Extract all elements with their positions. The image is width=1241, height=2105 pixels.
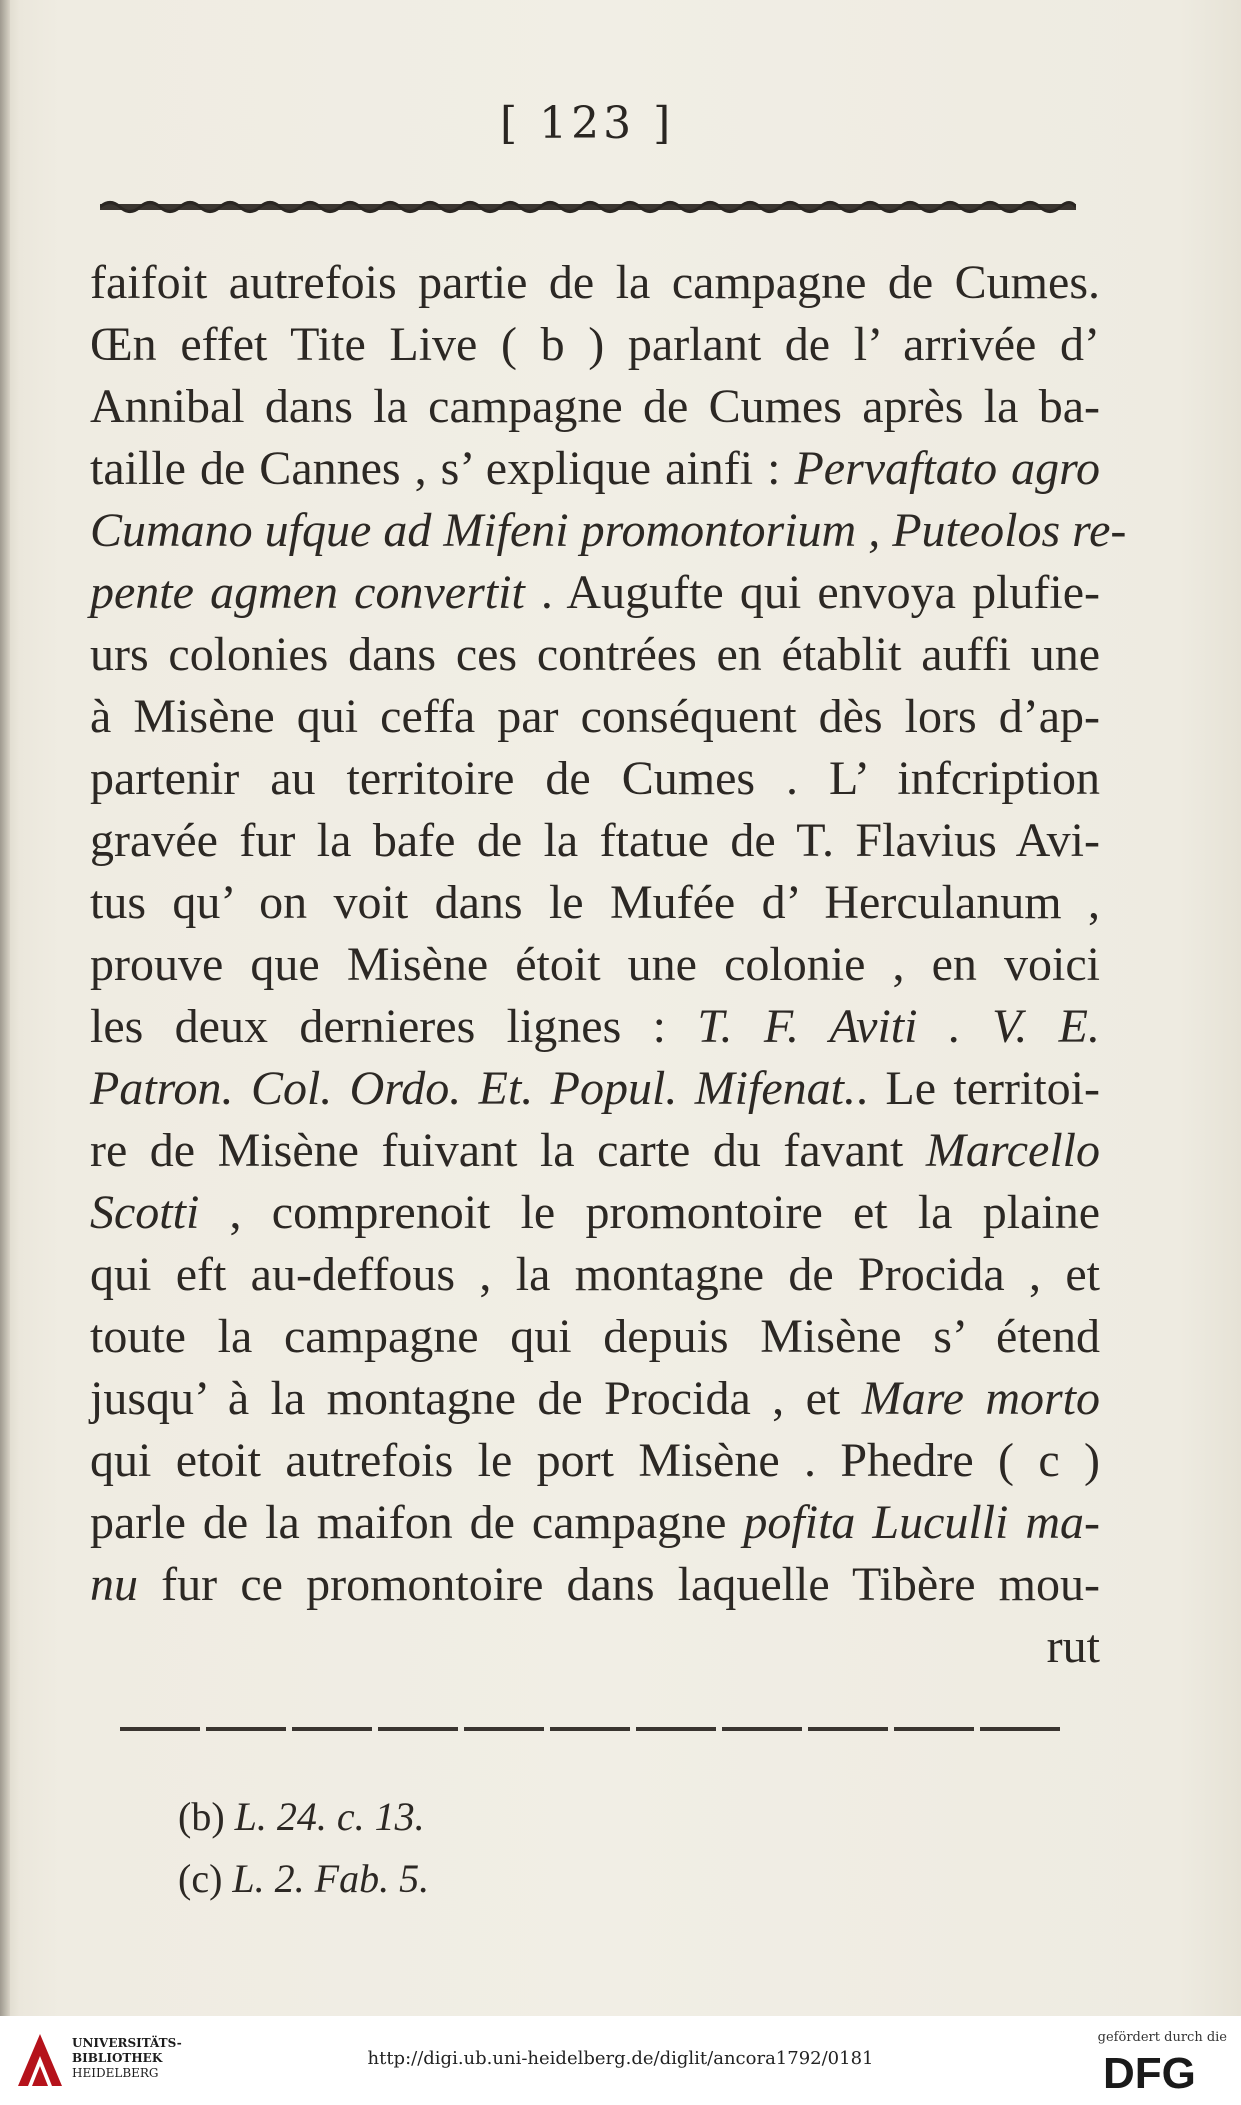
footnotes	[178, 1786, 429, 1910]
text-line	[90, 686, 1100, 748]
page-edge-shadow	[0, 0, 10, 2016]
text-segment: Pervaftato agro	[794, 442, 1100, 495]
text-segment: parle de la maifon de campagne	[90, 1496, 744, 1549]
text-segment: Marcello	[925, 1124, 1100, 1177]
text-segment: qui etoit autrefois le port Misène . Phedre ( c )	[90, 1434, 1100, 1487]
text-segment: nu	[90, 1558, 138, 1611]
footnote	[178, 1786, 429, 1848]
text-segment: , comprenoit le promontoire et la plaine	[199, 1186, 1100, 1239]
text-line	[90, 1492, 1100, 1554]
footnote	[178, 1848, 429, 1910]
text-line	[90, 1120, 1100, 1182]
text-segment: partenir au territoire de Cumes . L’ infcription	[90, 752, 1100, 805]
funded-by-label: gefördert durch die	[1097, 2030, 1227, 2045]
text-line	[90, 934, 1100, 996]
footnote-label: (b)	[178, 1794, 225, 1839]
text-line	[90, 1182, 1100, 1244]
dfg-logo-text: DFG	[1103, 2050, 1196, 2092]
text-segment: Annibal dans la campagne de Cumes après la ba-	[90, 380, 1100, 433]
footnote-label: (c)	[178, 1856, 223, 1901]
text-line	[90, 748, 1100, 810]
text-line	[90, 996, 1100, 1058]
text-segment: prouve que Misène étoit une colonie , en voici	[90, 938, 1100, 991]
text-line	[90, 1430, 1100, 1492]
text-segment: gravée fur la bafe de la ftatue de T. Flavius Avi-	[90, 814, 1100, 867]
text-segment: Patron. Col. Ordo. Et. Popul. Mifenat.	[90, 1062, 856, 1115]
dfg-logo-icon	[1103, 2050, 1225, 2092]
library-name-line3: HEIDELBERG	[72, 2066, 159, 2080]
footnote-text: L. 2. Fab. 5.	[232, 1856, 430, 1901]
text-line	[90, 252, 1100, 314]
text-segment: à Misène qui ceffa par conséquent dès lors d’ap-	[90, 690, 1100, 743]
text-line	[90, 376, 1100, 438]
text-segment: faifoit autrefois partie de la campagne de Cumes.	[90, 256, 1100, 309]
ornamental-header-rule	[100, 198, 1076, 216]
text-segment: taille de Cannes , s’ explique ainfi :	[90, 442, 795, 495]
text-line	[90, 1616, 1100, 1678]
text-segment: tus qu’ on voit dans le Mufée d’ Herculanum ,	[90, 876, 1100, 929]
text-segment: . Le territoi-	[856, 1062, 1100, 1115]
text-line	[90, 438, 1100, 500]
text-segment: Mare morto	[861, 1372, 1101, 1425]
text-segment: Cumano ufque ad Mifeni promontorium , Puteolos re-	[90, 504, 1127, 557]
text-segment: fur ce promontoire dans laquelle Tibère mou-	[138, 1558, 1100, 1611]
text-segment: urs colonies dans ces contrées en établit auffi une	[90, 628, 1100, 681]
text-segment: les deux dernieres lignes :	[90, 1000, 698, 1053]
text-segment: rut	[1046, 1620, 1100, 1673]
permalink-url[interactable]: http://digi.ub.uni-heidelberg.de/diglit/ancora1792/0181	[367, 2048, 874, 2069]
page-header	[0, 88, 1241, 178]
text-segment: jusqu’ à la montagne de Procida , et	[90, 1372, 862, 1425]
text-segment: pofita Luculli ma-	[743, 1496, 1100, 1549]
text-segment: T. F. Aviti . V. E.	[697, 1000, 1100, 1053]
text-segment: toute la campagne qui depuis Misène s’ étend	[90, 1310, 1100, 1363]
body-text	[90, 252, 1127, 1678]
text-line	[90, 562, 1100, 624]
text-segment: Scotti	[90, 1186, 200, 1239]
footnote-separator-rule	[120, 1724, 1060, 1734]
text-segment: pente agmen convertit	[90, 566, 525, 619]
text-segment: re de Misène fuivant la carte du favant	[90, 1124, 926, 1177]
page-number: [ 123 ]	[500, 98, 675, 149]
library-name-line2: BIBLIOTHEK	[72, 2051, 163, 2065]
text-line	[90, 314, 1100, 376]
text-line	[90, 500, 1127, 562]
text-segment: . Augufte qui envoya plufie-	[524, 566, 1101, 619]
text-segment: qui eft au-deffous , la montagne de Procida , et	[90, 1248, 1100, 1301]
text-line	[90, 624, 1100, 686]
text-line	[90, 1306, 1100, 1368]
text-line	[90, 1554, 1100, 1616]
text-line	[90, 872, 1100, 934]
library-name-line1: UNIVERSITÄTS-	[72, 2036, 182, 2050]
text-segment: Œn effet Tite Live ( b ) parlant de l’ arrivée d’	[90, 318, 1100, 371]
text-line	[90, 810, 1100, 872]
text-line	[90, 1244, 1100, 1306]
text-line	[90, 1058, 1100, 1120]
footnote-text: L. 24. c. 13.	[234, 1794, 425, 1839]
text-line	[90, 1368, 1100, 1430]
